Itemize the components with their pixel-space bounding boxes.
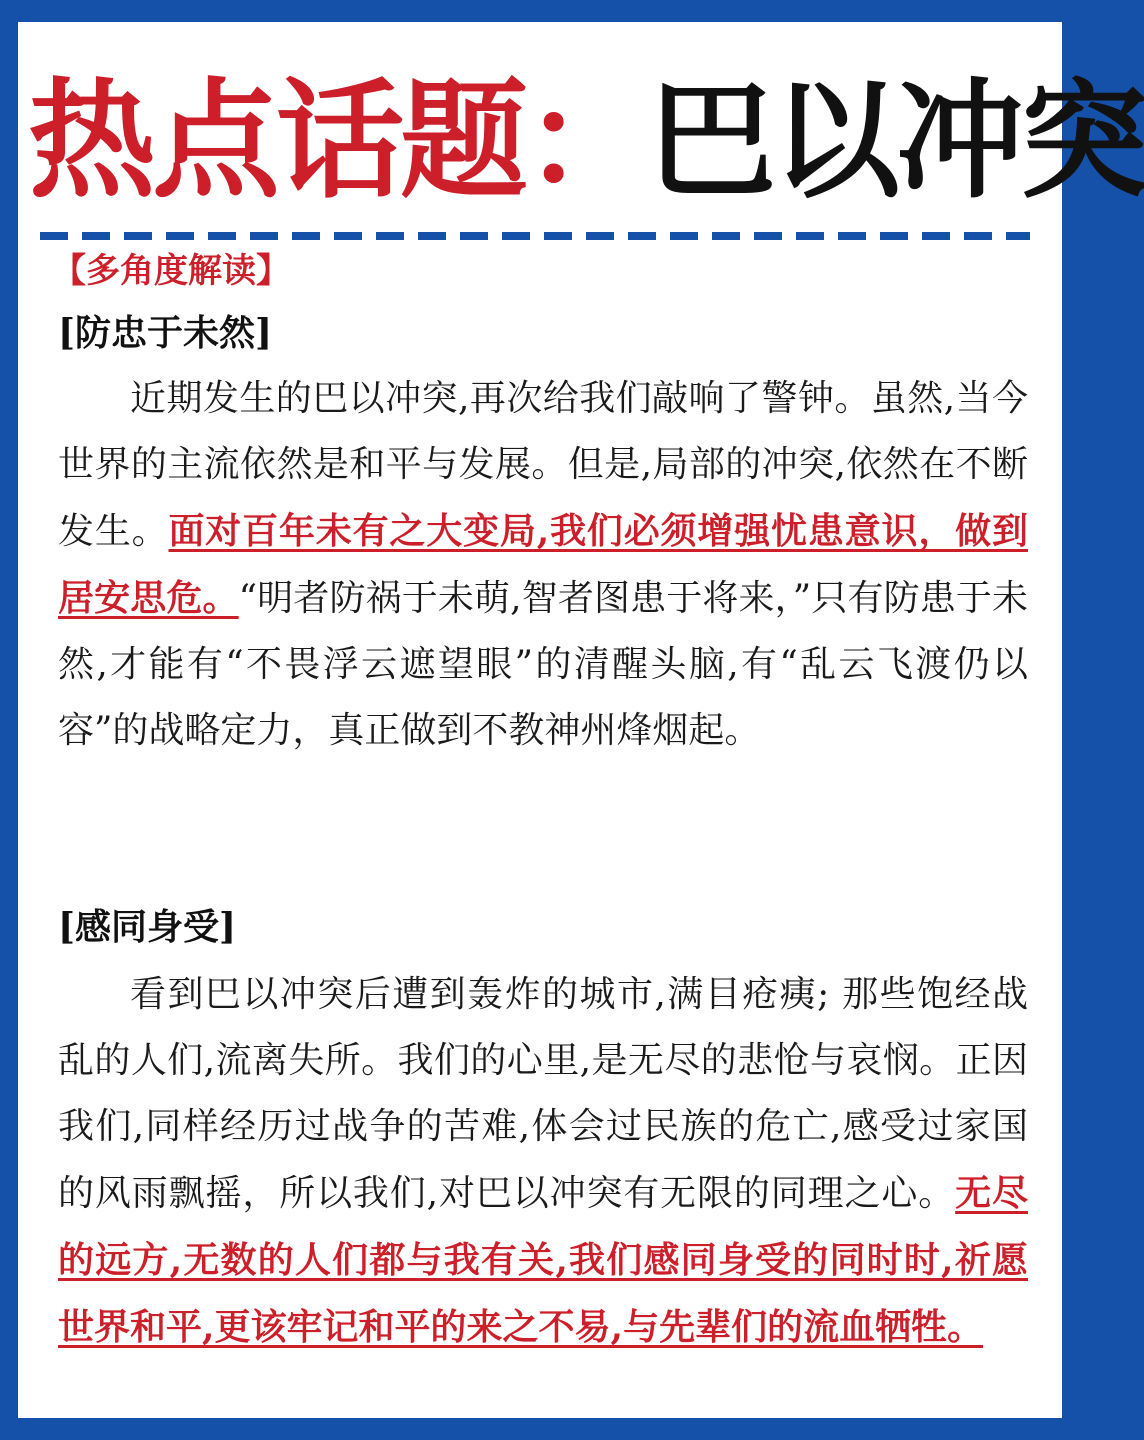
article-card — [18, 22, 1144, 1418]
dashed-divider — [40, 232, 1030, 240]
title-black-part: 巴以冲突 — [648, 67, 1144, 216]
highlighted-text: 无尽的远方,无数的人们都与我有关,我们感同身受的同时时,祈愿世界和平,更该牢记和平的来之不易,与先辈们的流血牺牲。 — [58, 1172, 1028, 1348]
section-tag: 【多角度解读】 — [52, 251, 290, 291]
paragraph-text: 看到巴以冲突后遭到轰炸的城市,满目疮痍; 那些饱经战乱的人们,流离失所。我们的心里,是无尽的悲怆与哀悯。正因我们,同样经历过战争的苦难,体会过民族的危亡,感受过家国的风雨飘摇，所以我们,对巴以冲突有无限的同理之心。 — [58, 974, 1028, 1214]
page-title — [28, 52, 1144, 232]
section-heading-empathy: [感同身受] — [58, 906, 237, 948]
paragraph-text: 近期发生的巴以冲突,再次给我们敲响了警钟。虽然,当今世界的主流依然是和平与发展。但是,局部的冲突,依然在不断发生。 — [58, 378, 1028, 552]
section-paragraph-prevention — [58, 366, 1028, 764]
section-heading-prevention: [防忠于未然] — [58, 312, 273, 354]
section-paragraph-empathy — [58, 962, 1028, 1361]
title-red-part: 热点话题： — [28, 67, 649, 216]
paragraph-text: “明者防祸于未萌,智者图患于将来，”只有防患于未然,才能有“不畏浮云遮望眼”的清醒头脑,有“乱云飞渡仍以容”的战略定力，真正做到不教神州烽烟起。 — [58, 578, 1028, 751]
highlighted-text: 面对百年未有之大变局,我们必须增强忧患意识，做到居安思危。 — [58, 510, 1028, 619]
